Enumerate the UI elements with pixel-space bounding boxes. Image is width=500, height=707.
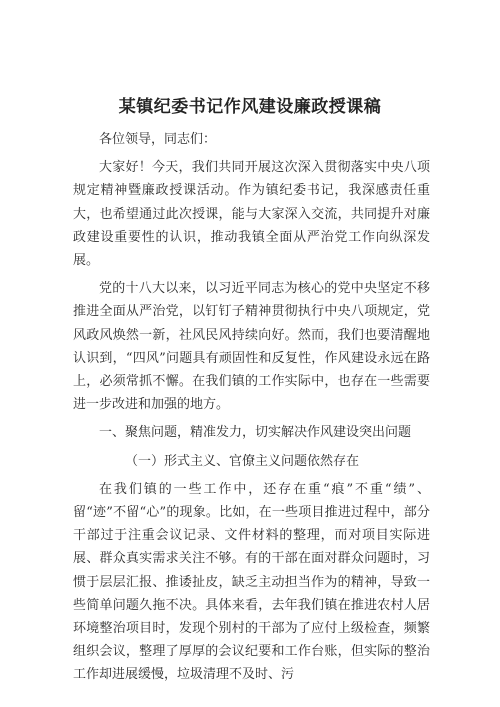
salutation: 各位领导，同志们：	[99, 132, 217, 147]
subsection-heading-1: （一）形式主义、官僚主义问题依然存在	[125, 453, 360, 469]
section-heading-1: 一、聚焦问题，精准发力，切实解决作风建设突出问题	[99, 425, 412, 441]
paragraph-2: 党的十八大以来，以习近平同志为核心的党中央坚定不移推进全面从严治党，以钉钉子精神贯彻执行中央八项规定，党风政风焕然一新，社风民风持续向好。然而，我们也要清醒地认识到，“四风”问题具有顽固性和反复性，作风建设永远在路上，必须常抓不懈。在我们镇的工作实际中，也存在一些需要进一步改进和加强的地方。	[73, 281, 430, 413]
paragraph-3: 在我们镇的一些工作中，还存在重“痕”不重“绩”、留“迹”不留“心”的现象。比如，在一些项目推进过程中，部分干部过于注重会议记录、文件材料的整理，而对项目实际进展、群众真实需求关注不够。有的干部在面对群众问题时，习惯于层层汇报、推诿扯皮，缺乏主动担当作为的精神，导致一些简单问题久拖不决。具体来看，去年我们镇在推进农村人居环境整治项目时，发现个别村的干部为了应付上级检查，频繁组织会议，整理了厚厚的会议纪要和工作台账，但实际的整治工作却进展缓慢，垃圾清理不及时、污	[73, 481, 430, 683]
document-body	[73, 128, 430, 692]
document-title: 某镇纪委书记作风建设廉政授课稿	[118, 97, 382, 117]
paragraph-1: 大家好！今天，我们共同开展这次深入贯彻落实中央八项规定精神暨廉政授课活动。作为镇纪委书记，我深感责任重大，也希望通过此次授课，能与大家深入交流，共同提升对廉政建设重要性的认识，推动我镇全面从严治党工作向纵深发展。	[73, 160, 430, 269]
